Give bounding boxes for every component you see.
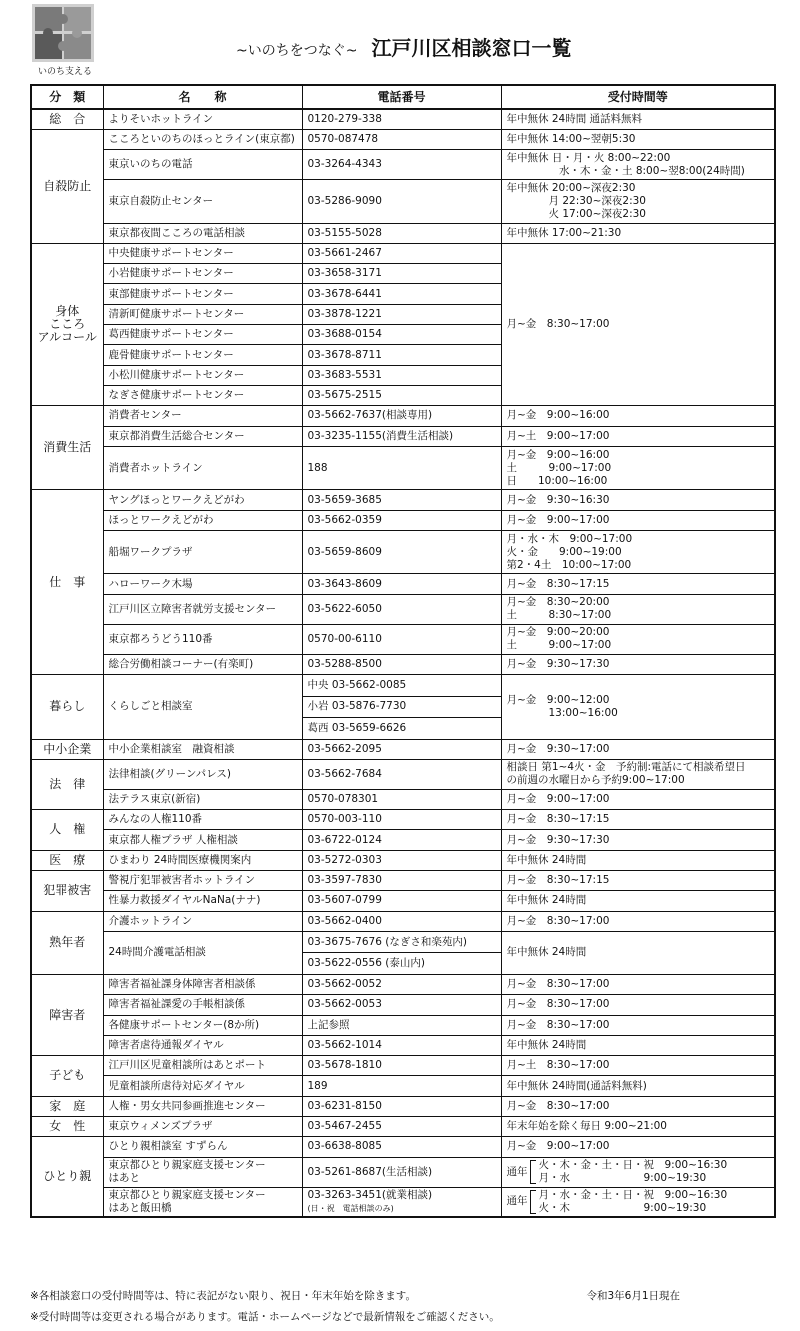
phone-number [302,1157,501,1187]
hours: 月~金 9:00~17:00 [501,1137,775,1157]
phone-number [302,830,501,850]
service-name: 24時間介護電話相談 [103,931,302,974]
phone-value: 03-6231-8150 [307,1099,382,1112]
table-row [31,109,775,129]
service-name: こころといのちのほっとライン(東京都) [103,129,302,149]
service-name: 東京自殺防止センター [103,180,302,224]
phone-number [302,911,501,931]
service-name: 江戸川区立障害者就労支援センター [103,594,302,624]
phone-value: 03-5661-2467 [307,247,382,260]
service-name: 障害者虐待通報ダイヤル [103,1035,302,1055]
service-name: 性暴力救援ダイヤルNaNa(ナナ) [103,891,302,911]
phone-value: 上記参照 [307,1018,350,1031]
hours: 月~金 8:30~17:00 [501,1096,775,1116]
service-name: 東京ウィメンズプラザ [103,1117,302,1137]
service-name: 清新町健康サポートセンター [103,304,302,324]
service-name: 法テラス東京(新宿) [103,789,302,809]
phone-number [302,223,501,243]
hours: 年中無休 24時間 [501,891,775,911]
phone-number [302,1015,501,1035]
service-name: 東部健康サポートセンター [103,284,302,304]
service-name: 法律相談(グリーンパレス) [103,759,302,789]
phone-number [302,789,501,809]
phone-number [302,1117,501,1137]
logo [30,4,98,76]
table-row [31,995,775,1015]
hours: 月~金 9:30~17:00 [501,739,775,759]
service-name: 小松川健康サポートセンター [103,365,302,385]
phone-value: 03-5662-7637(相談専用) [307,409,433,422]
table-row [31,1187,775,1217]
phone-number [302,810,501,830]
hours: 月~土 9:00~17:00 [501,426,775,446]
table-row [31,810,775,830]
hours: 月~金 8:30~20:00 土 8:30~17:00 [501,594,775,624]
service-name: よりそいホットライン [103,109,302,129]
table-row [31,1096,775,1116]
table-row [31,406,775,426]
phone-number [302,530,501,574]
phone-number [302,995,501,1015]
phone-value: 188 [307,461,328,474]
category-cell: 暮らし [31,675,103,740]
phone-number [302,446,501,490]
hours-lines [539,1159,728,1185]
phone-note: (日・祝 電話相談のみ) [307,1203,394,1213]
hours-prefix: 通年 [506,1165,528,1178]
category-cell: 家 庭 [31,1096,103,1116]
service-name: 東京都ろうどう110番 [103,624,302,654]
hours: 年中無休 24時間 通話料無料 [501,109,775,129]
service-name: 人権・男女共同参画推進センター [103,1096,302,1116]
table-row [31,911,775,931]
phone-value: 03-5662-0052 [307,978,382,991]
phone-value: 03-5659-3685 [307,493,382,506]
phone-value: 03-5678-1810 [307,1059,382,1072]
hours [501,1157,775,1187]
hours: 月~金 9:30~16:30 [501,490,775,510]
service-name: 消費者ホットライン [103,446,302,490]
puzzle-logo-icon [32,4,94,62]
service-name: くらしごと相談室 [103,675,302,740]
hours: 月~金 8:30~17:00 [501,1015,775,1035]
service-name: ほっとワークえどがわ [103,510,302,530]
phone-number [302,1137,501,1157]
hours: 年中無休 24時間 [501,1035,775,1055]
service-name: 東京都ひとり親家庭支援センター はあと飯田橋 [103,1187,302,1217]
phone-value: 03-3658-3171 [307,267,382,280]
phone-number: 03-5622-0556 (泰山内) [302,953,501,975]
table-row [31,871,775,891]
service-name: ひとり親相談室 すずらん [103,1137,302,1157]
phone-value: 0570-087478 [307,132,379,145]
phone-value: 03-5607-0799 [307,894,382,907]
table-row [31,675,775,697]
phone-value: 03-3678-8711 [307,348,382,361]
phone-value: 03-3678-6441 [307,287,382,300]
hours: 月~金 8:30~17:15 [501,574,775,594]
category-cell: 中小企業 [31,739,103,759]
phone-value: 03-5662-2095 [307,742,382,755]
category-cell: 身体 こころ アルコール [31,243,103,405]
category-cell: 消費生活 [31,406,103,490]
service-name: みんなの人権110番 [103,810,302,830]
phone-number [302,510,501,530]
hours: 年末年始を除く毎日 9:00~21:00 [501,1117,775,1137]
consultation-table [30,84,776,1218]
phone-value: 0120-279-338 [307,112,382,125]
hours-line: 火・木 9:00~19:30 [538,1201,707,1214]
service-name: 障害者福祉課愛の手帳相談係 [103,995,302,1015]
service-name: 東京都ひとり親家庭支援センター はあと [103,1157,302,1187]
hours-line: 火・木・金・土・日・祝 9:00~16:30 [538,1159,728,1172]
category-cell: 医 療 [31,850,103,870]
hours: 月~金 9:00~16:00 [501,406,775,426]
category-cell: 犯罪被害 [31,871,103,912]
phone-value: 03-5662-0400 [307,914,382,927]
hours-line: 月・水 9:00~19:30 [538,1172,707,1185]
phone-number [302,1187,501,1217]
hours: 月~金 9:00~17:00 [501,789,775,809]
phone-value: 03-5622-6050 [307,602,382,615]
service-name: ヤングほっとワークえどがわ [103,490,302,510]
phone-number: 中央 03-5662-0085 [302,675,501,697]
phone-value: 0570-00-6110 [307,632,382,645]
table-row [31,1137,775,1157]
phone-value: 03-5662-0053 [307,998,382,1011]
phone-number [302,850,501,870]
table-row [31,446,775,490]
phone-value: 03-5675-2515 [307,389,382,402]
phone-value: 03-3688-0154 [307,328,382,341]
table-row [31,223,775,243]
phone-number [302,129,501,149]
table-row [31,624,775,654]
service-name: 警視庁犯罪被害者ホットライン [103,871,302,891]
phone-value: 03-3643-8609 [307,577,382,590]
service-name: 鹿骨健康サポートセンター [103,345,302,365]
service-name: 各健康サポートセンター(8か所) [103,1015,302,1035]
footer-notes [30,1286,774,1328]
table-row [31,974,775,994]
hours: 月~土 8:30~17:00 [501,1056,775,1076]
header-row [31,85,775,109]
hours-line: 月・水・金・土・日・祝 9:00~16:30 [538,1188,728,1201]
phone-number [302,406,501,426]
category-cell: 障害者 [31,974,103,1055]
column-header: 受付時間等 [501,85,775,109]
phone-number: 03-3675-7676 (なぎさ和楽苑内) [302,931,501,953]
table-row [31,490,775,510]
phone-number [302,109,501,129]
footer-note: ※各相談窓口の受付時間等は、特に表記がない限り、祝日・年末年始を除きます。 [30,1290,416,1302]
column-header: 電話番号 [302,85,501,109]
phone-value: 03-5662-0359 [307,513,382,526]
table-row [31,574,775,594]
category-cell: 女 性 [31,1117,103,1137]
service-name: 東京都夜間こころの電話相談 [103,223,302,243]
service-name: 江戸川区児童相談所はあとポート [103,1056,302,1076]
service-name: 葛西健康サポートセンター [103,325,302,345]
category-cell: 仕 事 [31,490,103,675]
hours [501,1187,775,1217]
table-row [31,510,775,530]
service-name: 総合労働相談コーナー(有楽町) [103,654,302,674]
service-name: 東京いのちの電話 [103,150,302,180]
phone-number [302,1076,501,1096]
phone-number: 葛西 03-5659-6626 [302,718,501,740]
hours: 年中無休 14:00~翌朝5:30 [501,129,775,149]
phone-value: 03-3264-4343 [307,158,382,171]
phone-number [302,385,501,405]
category-cell: 自殺防止 [31,129,103,243]
phone-number [302,365,501,385]
phone-number [302,1035,501,1055]
hours: 年中無休 20:00~深夜2:30 月 22:30~深夜2:30 火 17:00~深夜2:30 [501,180,775,224]
tagline: ~いのちをつなぐ~ [236,43,358,59]
phone-value: 03-6722-0124 [307,833,382,846]
phone-value: 03-3263-3451(就業相談) [307,1188,433,1201]
table-row [31,891,775,911]
phone-value: 03-5261-8687(生活相談) [307,1165,433,1178]
phone-value: 03-5662-1014 [307,1038,382,1051]
table-row [31,243,775,263]
table-row [31,1056,775,1076]
phone-number [302,624,501,654]
page-title [236,32,571,61]
phone-value: 189 [307,1079,328,1092]
phone-value: 03-5272-0303 [307,853,382,866]
phone-number [302,759,501,789]
table-row [31,594,775,624]
category-cell: ひとり親 [31,1137,103,1217]
service-name: 中央健康サポートセンター [103,243,302,263]
table-row [31,830,775,850]
phone-number [302,325,501,345]
table-row [31,129,775,149]
service-name: ひまわり 24時間医療機関案内 [103,850,302,870]
service-name: 中小企業相談室 融資相談 [103,739,302,759]
phone-number [302,871,501,891]
hours: 月~金 9:00~16:00 土 9:00~17:00 日 10:00~16:00 [501,446,775,490]
hours: 月~金 9:30~17:30 [501,654,775,674]
phone-value: 0570-078301 [307,792,379,805]
table-row [31,180,775,224]
phone-number [302,490,501,510]
phone-number [302,264,501,284]
table-row [31,931,775,953]
phone-value: 03-5662-7684 [307,767,382,780]
category-cell: 熟年者 [31,911,103,974]
table-row [31,789,775,809]
hours: 月~金 9:00~17:00 [501,510,775,530]
phone-number [302,574,501,594]
service-name: 船堀ワークプラザ [103,530,302,574]
hours: 相談日 第1~4火・金 予約制:電話にて相談希望日 の前週の水曜日から予約9:00~17:00 [501,759,775,789]
table-row [31,150,775,180]
service-name: 介護ホットライン [103,911,302,931]
phone-number [302,150,501,180]
table-row [31,1015,775,1035]
phone-number [302,180,501,224]
phone-value: 03-3683-5531 [307,368,382,381]
hours: 年中無休 日・月・火 8:00~22:00 水・木・金・土 8:00~翌8:00(24時間) [501,150,775,180]
footer-note: ※受付時間等は変更される場合があります。電話・ホームページなどで最新情報をご確認ください。 [30,1311,500,1323]
phone-number [302,654,501,674]
phone-value: 03-3878-1221 [307,307,382,320]
service-name: 東京都人権プラザ 人権相談 [103,830,302,850]
hours: 月~金 9:00~20:00 土 9:00~17:00 [501,624,775,654]
service-name: ハローワーク木場 [103,574,302,594]
table-row [31,1076,775,1096]
hours: 年中無休 24時間(通話料無料) [501,1076,775,1096]
hours: 月~金 8:30~17:00 [501,243,775,405]
hours: 年中無休 17:00~21:30 [501,223,775,243]
category-cell: 法 律 [31,759,103,809]
column-header: 分 類 [31,85,103,109]
table-row [31,850,775,870]
as-of-date: 令和3年6月1日現在 [586,1290,680,1302]
phone-value: 03-6638-8085 [307,1140,382,1153]
hours: 月・水・木 9:00~17:00 火・金 9:00~19:00 第2・4土 10:00~17:00 [501,530,775,574]
phone-value: 03-5286-9090 [307,194,382,207]
service-name: 東京都消費生活総合センター [103,426,302,446]
phone-number [302,304,501,324]
service-name: 児童相談所虐待対応ダイヤル [103,1076,302,1096]
hours: 年中無休 24時間 [501,931,775,974]
phone-number [302,891,501,911]
phone-value: 03-3235-1155(消費生活相談) [307,429,454,442]
service-name: 障害者福祉課身体障害者相談係 [103,974,302,994]
phone-number [302,345,501,365]
phone-number [302,1096,501,1116]
column-header: 名 称 [103,85,302,109]
phone-number [302,426,501,446]
table-row [31,426,775,446]
phone-number [302,284,501,304]
category-cell: 人 権 [31,810,103,851]
table-row [31,1157,775,1187]
hours: 月~金 8:30~17:15 [501,871,775,891]
table-row [31,739,775,759]
hours: 月~金 9:30~17:30 [501,830,775,850]
table-row [31,654,775,674]
phone-value: 03-5288-8500 [307,657,382,670]
table-row [31,759,775,789]
hours: 月~金 9:00~12:00 13:00~16:00 [501,675,775,740]
service-name: 小岩健康サポートセンター [103,264,302,284]
hours-prefix: 通年 [506,1195,528,1208]
phone-value: 03-5659-8609 [307,545,382,558]
phone-value: 03-5467-2455 [307,1120,382,1133]
phone-number [302,243,501,263]
hours: 月~金 8:30~17:00 [501,911,775,931]
phone-number [302,739,501,759]
title-text: 江戸川区相談窓口一覧 [371,36,572,60]
phone-number: 小岩 03-5876-7730 [302,696,501,718]
service-name: なぎさ健康サポートセンター [103,385,302,405]
table-row [31,530,775,574]
hours: 月~金 8:30~17:15 [501,810,775,830]
table-row [31,1117,775,1137]
phone-number [302,594,501,624]
hours: 月~金 8:30~17:00 [501,995,775,1015]
hours: 年中無休 24時間 [501,850,775,870]
table-row [31,1035,775,1055]
phone-value: 03-5155-5028 [307,226,382,239]
hours: 月~金 8:30~17:00 [501,974,775,994]
phone-value: 0570-003-110 [307,813,382,826]
bracket-icon [530,1160,536,1184]
category-cell: 総 合 [31,109,103,129]
logo-caption: いのち支える [37,67,92,77]
hours-lines [539,1189,728,1215]
bracket-icon [530,1190,536,1214]
phone-value: 03-3597-7830 [307,874,382,887]
phone-number [302,1056,501,1076]
service-name: 消費者センター [103,406,302,426]
category-cell: 子ども [31,1056,103,1097]
phone-number [302,974,501,994]
